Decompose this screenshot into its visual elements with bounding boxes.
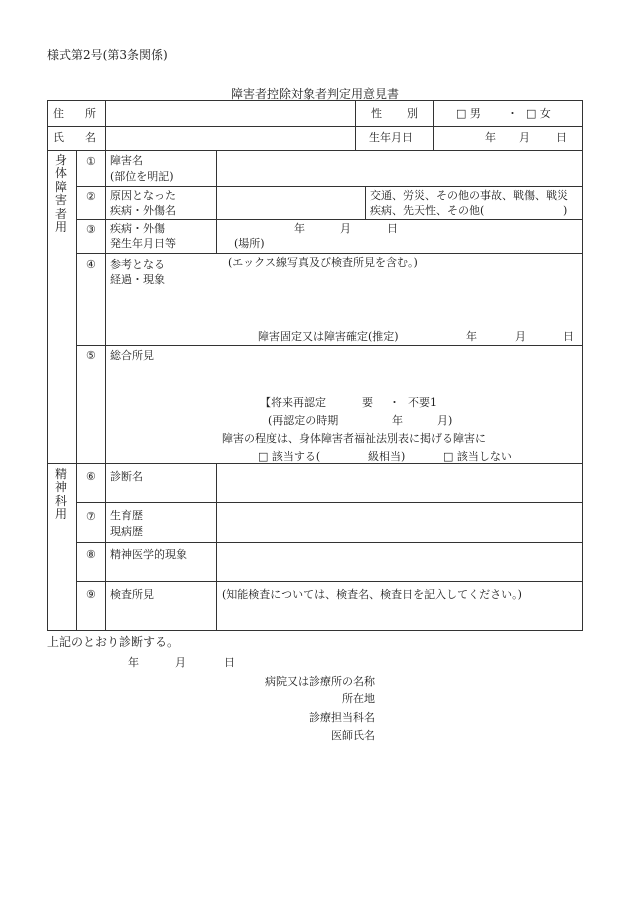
onset-place-label: (場所) xyxy=(234,237,265,250)
item-number: ① xyxy=(86,155,96,168)
footer-day-unit: 日 xyxy=(224,656,235,669)
reassessment-label: 【将来再認定 xyxy=(260,396,326,409)
onset-year-unit: 年 xyxy=(294,222,305,235)
col-divider xyxy=(216,463,217,631)
progress-label: 参考となる xyxy=(110,258,165,271)
overall-findings-field[interactable] xyxy=(218,347,581,387)
disability-name-label: 障害名 xyxy=(110,154,143,167)
test-findings-label: 検査所見 xyxy=(110,588,154,601)
name-field[interactable] xyxy=(107,128,353,148)
item-number: ④ xyxy=(86,258,96,271)
history-label: 生育歴 xyxy=(110,509,143,522)
cause-label: 原因となった xyxy=(110,189,176,202)
physical-section-label: 身 体 障 害 者 用 xyxy=(54,153,67,235)
fixed-day-unit: 日 xyxy=(563,330,574,343)
reassessment-separator: ・ xyxy=(389,396,400,409)
cause-options-close: ) xyxy=(563,204,568,217)
form-title: 障害者控除対象者判定用意見書 xyxy=(230,87,399,101)
not-applies-checkbox[interactable]: □ 該当しない xyxy=(443,450,512,463)
reassessment-month-unit: 月) xyxy=(437,414,453,427)
diagnosis-statement: 上記のとおり診断する。 xyxy=(47,635,180,649)
history-field[interactable] xyxy=(218,504,581,540)
hospital-address-label: 所在地 xyxy=(342,692,375,705)
reassessment-required[interactable]: 要 xyxy=(362,396,373,409)
footer-month-unit: 月 xyxy=(175,656,186,669)
row-divider xyxy=(76,253,583,254)
fixed-month-unit: 月 xyxy=(515,330,526,343)
name-label-1: 氏 xyxy=(53,131,64,144)
mental-section-label: 精 神 科 用 xyxy=(54,467,67,522)
onset-day-unit: 日 xyxy=(387,222,398,235)
item-number: ⑥ xyxy=(86,470,96,483)
row-divider xyxy=(76,186,583,187)
address-label-1: 住 xyxy=(53,107,64,120)
col-divider xyxy=(105,150,106,631)
item-number: ② xyxy=(86,190,96,203)
history-sublabel: 現病歴 xyxy=(110,525,143,538)
cause-options-1: 交通、労災、その他の事故、戦傷、戦災 xyxy=(370,189,568,202)
name-label-2: 名 xyxy=(85,131,96,144)
gender-separator: ・ xyxy=(507,107,518,120)
disability-name-sublabel: (部位を明記) xyxy=(110,170,174,183)
onset-month-unit: 月 xyxy=(340,222,351,235)
row-divider xyxy=(76,581,583,582)
form-number: 様式第2号(第3条関係) xyxy=(47,48,168,62)
birth-year-unit: 年 xyxy=(485,131,496,144)
fixed-date-label: 障害固定又は障害確定(推定) xyxy=(258,330,399,343)
row-divider xyxy=(76,502,583,503)
test-findings-note: (知能検査については、検査名、検査日を記入してください。) xyxy=(222,588,522,601)
cause-disease-field[interactable] xyxy=(218,188,363,217)
doctor-name-label: 医師氏名 xyxy=(331,729,375,742)
reassessment-not-required[interactable]: 不要1 xyxy=(408,396,437,409)
address-field[interactable] xyxy=(107,102,353,124)
item-number: ⑦ xyxy=(86,510,96,523)
gender-label-1: 性 xyxy=(371,107,382,120)
row-divider xyxy=(47,126,583,127)
reassessment-year-unit: 年 xyxy=(392,414,403,427)
disability-name-field[interactable] xyxy=(218,152,581,184)
col-divider xyxy=(355,100,356,150)
onset-label: 疾病・外傷 xyxy=(110,222,165,235)
diagnosis-field[interactable] xyxy=(218,465,581,500)
birth-day-unit: 日 xyxy=(556,131,567,144)
item-number: ⑨ xyxy=(86,588,96,601)
col-divider xyxy=(365,186,366,219)
birth-month-unit: 月 xyxy=(519,131,530,144)
fixed-year-unit: 年 xyxy=(466,330,477,343)
reassessment-period-label: (再認定の時期 xyxy=(268,414,339,427)
row-divider xyxy=(47,150,583,151)
diagnosis-label: 診断名 xyxy=(110,470,143,483)
birthdate-label: 生年月日 xyxy=(369,131,413,144)
item-number: ⑧ xyxy=(86,548,96,561)
onset-sublabel: 発生年月日等 xyxy=(110,237,176,250)
test-findings-field[interactable] xyxy=(218,604,581,629)
department-label: 診療担当科名 xyxy=(309,711,375,724)
cause-sublabel: 疾病・外傷名 xyxy=(110,204,176,217)
gender-label-2: 別 xyxy=(407,107,418,120)
hospital-name-label: 病院又は診療所の名称 xyxy=(265,675,375,688)
row-divider xyxy=(76,542,583,543)
item-number: ③ xyxy=(86,223,96,236)
col-divider xyxy=(433,100,434,150)
progress-note: (エックス線写真及び検査所見を含む。) xyxy=(228,256,418,269)
row-divider xyxy=(76,219,583,220)
applies-grade-label: 級相当) xyxy=(368,450,406,463)
col-divider xyxy=(105,100,106,150)
address-label-2: 所 xyxy=(85,107,96,120)
psychiatric-phenomena-field[interactable] xyxy=(218,544,581,579)
gender-male-checkbox[interactable]: □ 男 xyxy=(456,107,481,120)
applies-checkbox[interactable]: □ 該当する( xyxy=(258,450,321,463)
disability-degree-statement: 障害の程度は、身体障害者福祉法別表に掲げる障害に xyxy=(222,432,486,445)
progress-field[interactable] xyxy=(218,272,581,324)
col-divider xyxy=(76,150,77,631)
col-divider xyxy=(216,150,217,253)
psychiatric-phenomena-label: 精神医学的現象 xyxy=(110,548,187,561)
row-divider xyxy=(76,345,583,346)
item-number: ⑤ xyxy=(86,349,96,362)
cause-options-2: 疾病、先天性、その他( xyxy=(370,204,485,217)
gender-female-checkbox[interactable]: □ 女 xyxy=(526,107,551,120)
overall-findings-label: 総合所見 xyxy=(110,349,154,362)
footer-year-unit: 年 xyxy=(128,656,139,669)
progress-sublabel: 経過・現象 xyxy=(110,273,165,286)
